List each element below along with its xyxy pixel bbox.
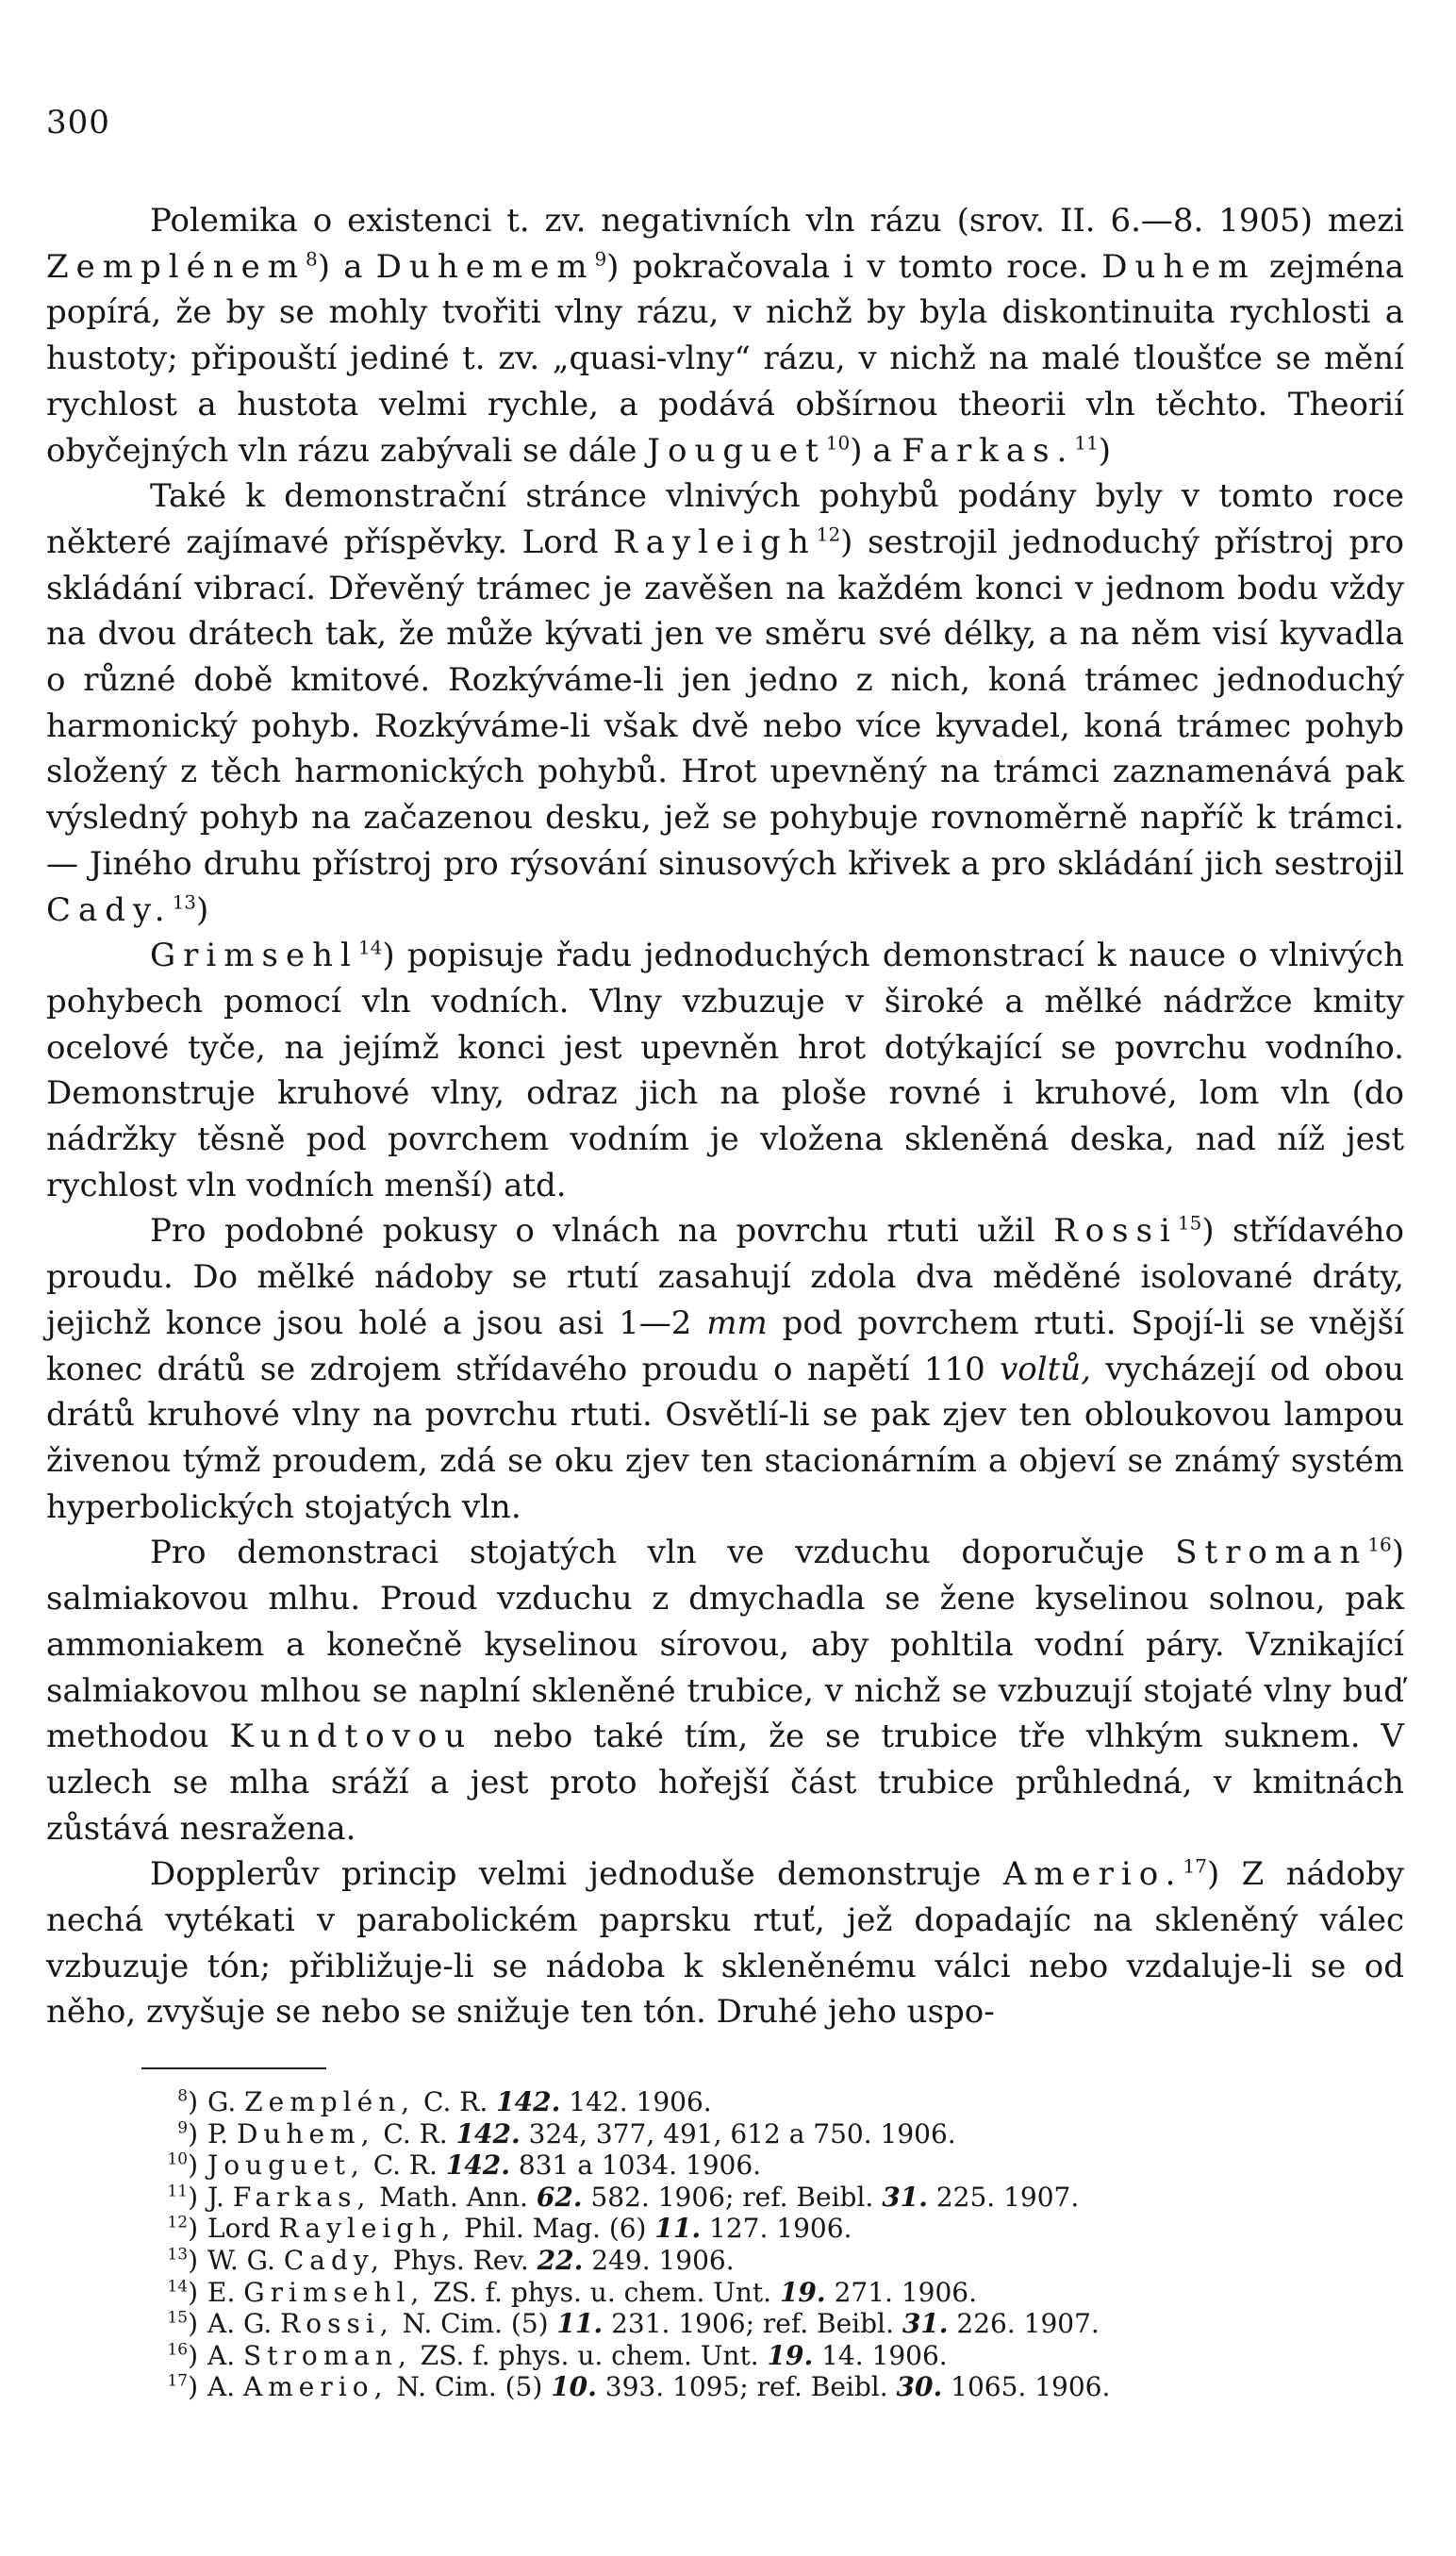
- volume-number: 11.: [556, 2308, 604, 2340]
- footnote-separator: [141, 2067, 326, 2069]
- footnote-number: $^8$): [177, 2086, 198, 2117]
- footnote-ref: 8: [306, 247, 318, 271]
- author-name: Cady,: [283, 2244, 385, 2276]
- text-run: 142. 1906.: [560, 2086, 712, 2117]
- text-run: N. Cim. (5): [393, 2308, 557, 2340]
- volume-number: 19.: [779, 2276, 826, 2308]
- footnote-ref: 11: [1074, 431, 1099, 455]
- text-run: nebo také tím, že se trubice tře vlhkým suknem. V uzlech se mlha sráží a jest proto hořejší část trubice průhledná, v kmitnách zůstává nesražena.: [46, 1718, 1404, 1848]
- text-run: W. G.: [207, 2244, 284, 2276]
- footnote: [141, 2245, 1405, 2277]
- text-run: ): [1098, 431, 1112, 470]
- text-run: Dopplerův princip velmi jednoduše demonstruje: [150, 1855, 1003, 1894]
- volume-number: 62.: [536, 2181, 583, 2213]
- text-run: 393. 1095; ref. Beibl.: [596, 2371, 897, 2403]
- footnote-number: $^{14}$): [167, 2276, 198, 2308]
- text-run: C. R.: [364, 2149, 446, 2182]
- footnote-ref: 13: [172, 890, 197, 914]
- author-name: Kundtovou: [229, 1718, 473, 1756]
- footnote-marker: 9: [177, 2118, 189, 2138]
- author-name: Stroman,: [243, 2339, 412, 2371]
- footnote: [141, 2308, 1405, 2340]
- text-run: E.: [207, 2276, 244, 2308]
- footnote-marker: 11: [167, 2182, 189, 2201]
- author-name: Grimsehl,: [243, 2276, 425, 2308]
- footnote-number: $^{10}$): [167, 2149, 198, 2182]
- text-run: 231. 1906; ref. Beibl.: [603, 2308, 902, 2340]
- body-text: [46, 198, 1404, 2035]
- footnote: [141, 2213, 1405, 2245]
- text-run: 14. 1906.: [813, 2339, 948, 2371]
- text-run: A.: [207, 2339, 244, 2371]
- volume-number: 10.: [551, 2371, 597, 2403]
- text-run: G.: [207, 2086, 245, 2117]
- footnote-marker: 10: [167, 2149, 189, 2169]
- volume-number: 30.: [896, 2371, 943, 2403]
- text-run: ) salmiakovou mlhu. Proud vzduchu z dmychadla se žene kyselinou solnou, pak ammoniakem a konečně kyselinou sírovou, aby pohltila vodní páry. Vznikající salmiakovou mlhou se naplní skleněné trubice, v nichž se vzbuzují stojaté vlny buď methodou: [46, 1534, 1404, 1756]
- footnote-ref: 10: [825, 431, 851, 455]
- footnote: [141, 2182, 1405, 2214]
- volume-number: 31.: [882, 2181, 928, 2213]
- footnote-number: $^{11}$): [167, 2181, 198, 2213]
- paragraph: [46, 933, 1404, 1208]
- text-run: A.: [207, 2371, 244, 2403]
- text-run: C. R.: [374, 2117, 456, 2149]
- author-name: Stroman: [1175, 1534, 1368, 1572]
- footnote-marker: 17: [167, 2372, 189, 2392]
- author-name: Rossi,: [280, 2308, 394, 2340]
- text-run: zejména popírá, že by se mohly tvořiti vlny rázu, v nichž by byla diskontinuita rychlosti a hustoty; připouští jediné t. zv. „quasi-vlny“ rázu, v nichž na malé tloušťce se mění rychlost a hustota velmi rychle, a podává obšírnou theorii vln těchto. Theorií obyčejných vln rázu zabývali se dále: [46, 247, 1405, 470]
- text-run: 127. 1906.: [701, 2213, 852, 2245]
- text-run: A. G.: [207, 2308, 281, 2340]
- footnote-ref: 15: [1177, 1212, 1202, 1236]
- volume-number: 142.: [496, 2086, 561, 2117]
- footnote-ref: 14: [357, 936, 383, 959]
- footnote-ref: 17: [1183, 1854, 1207, 1878]
- footnote: [141, 2118, 1405, 2150]
- italic-text: voltů,: [1000, 1350, 1091, 1388]
- text-run: ): [196, 890, 209, 929]
- footnote: [141, 2086, 1405, 2118]
- italic-text: mm: [706, 1303, 768, 1342]
- text-run: ) Z nádoby nechá vytékati v parabolickém paprsku rtuť, jež dopadajíc na skleněný válec vzbuzuje tón; přibližuje-li se nádoba k skleněnému válci nebo vzdaluje-li se od něho, zvyšuje se nebo se snižuje ten tón. Druhé jeho uspo-: [46, 1855, 1404, 2032]
- author-name: Duhem: [1101, 247, 1256, 286]
- text-run: ) sestrojil jednoduchý přístroj pro skládání vibrací. Dřevěný trámec je zavěšen na každém konci v jednom bodu vždy na dvou drátech tak, že může kývati jen ve směru své délky, a na něm visí kyvadla o různé době kmitové. Rozkýváme-li jen jedno z nich, koná trámec jednoduchý harmonický pohyb. Rozkýváme-li však dvě nebo více kyvadel, koná trámec pohyb složený z těch harmonických pohybů. Hrot upevněný na trámci zaznamenává pak výsledný pohyb na začazenou desku, jež se pohybuje rovnoměrně napříč k trámci. — Jiného druhu přístroj pro rýsování sinusových křivek a pro skládání jich sestrojil: [46, 523, 1404, 883]
- page-number: 300: [46, 104, 110, 141]
- volume-number: 142.: [445, 2149, 511, 2182]
- author-name: Farkas,: [232, 2181, 372, 2213]
- footnote-number: $^{12}$): [167, 2213, 198, 2245]
- text-run: Pro podobné pokusy o vlnách na povrchu rtuti užil: [150, 1212, 1054, 1251]
- text-run: N. Cim. (5): [388, 2371, 552, 2403]
- footnote-marker: 12: [167, 2214, 189, 2233]
- author-name: Jouguet: [647, 431, 826, 470]
- text-run: 582. 1906; ref. Beibl.: [582, 2181, 883, 2213]
- footnote-number: $^{15}$): [167, 2308, 198, 2340]
- paragraph: [46, 1530, 1404, 1851]
- author-name: Grimsehl: [150, 937, 358, 975]
- paragraph: [46, 198, 1404, 473]
- volume-number: 19.: [767, 2339, 814, 2371]
- text-run: C. R.: [415, 2086, 497, 2117]
- author-name: Amerio,: [243, 2371, 389, 2403]
- footnote-number: $^{13}$): [167, 2244, 198, 2276]
- volume-number: 142.: [455, 2117, 521, 2149]
- footnote-marker: 15: [167, 2308, 189, 2328]
- footnote-number: $^9$): [177, 2117, 198, 2149]
- volume-number: 22.: [537, 2244, 584, 2276]
- footnote-marker: 14: [167, 2277, 189, 2297]
- footnote-ref: 16: [1367, 1534, 1392, 1557]
- author-name: Amerio.: [1002, 1855, 1183, 1894]
- text-run: J.: [207, 2181, 233, 2213]
- text-run: ZS. f. phys. u. chem. Unt.: [424, 2276, 780, 2308]
- volume-number: 31.: [902, 2308, 949, 2340]
- text-run: Pro demonstraci stojatých vln ve vzduchu doporučuje: [150, 1534, 1176, 1572]
- author-name: Duhemem: [375, 247, 595, 286]
- text-run: 225. 1907.: [927, 2181, 1080, 2213]
- text-run: Math. Ann.: [371, 2181, 537, 2213]
- text-run: Phil. Mag. (6): [455, 2213, 655, 2245]
- author-name: Farkas.: [902, 431, 1075, 470]
- footnote-marker: 16: [167, 2340, 189, 2360]
- footnote-number: $^{16}$): [167, 2339, 198, 2371]
- author-name: Rossi: [1053, 1212, 1178, 1251]
- paragraph: [46, 473, 1404, 933]
- text-run: Také k demonstrační stránce vlnivých pohybů podány byly v tomto roce některé zajímavé příspěvky. Lord: [46, 477, 1404, 561]
- footnote-marker: 8: [177, 2086, 189, 2106]
- author-name: Rayleigh: [613, 523, 817, 561]
- footnotes: [141, 2086, 1405, 2403]
- footnote-number: $^{17}$): [167, 2371, 198, 2403]
- author-name: Rayleigh,: [278, 2213, 456, 2245]
- footnote: [141, 2149, 1405, 2182]
- paragraph: [46, 1208, 1404, 1530]
- text-run: ) a: [317, 247, 376, 286]
- footnote: [141, 2371, 1405, 2403]
- footnote-ref: 12: [816, 523, 841, 546]
- author-name: Cady.: [46, 890, 173, 929]
- footnote-ref: 9: [594, 247, 607, 271]
- footnote: [141, 2340, 1405, 2372]
- text-run: Lord: [207, 2213, 279, 2245]
- author-name: Zemplén,: [244, 2086, 416, 2117]
- paragraph: [46, 1851, 1404, 2035]
- text-run: vycházejí od obou drátů kruhové vlny na povrchu rtuti. Osvětlí-li se pak zjev ten obloukovou lampou živenou týmž proudem, zdá se oku zjev ten stacionárním a objeví se známý systém hyperbolických stojatých vln.: [46, 1350, 1404, 1526]
- text-run: ) a: [850, 431, 902, 470]
- author-name: Duhem,: [236, 2117, 375, 2149]
- footnote: [141, 2277, 1405, 2309]
- author-name: Zemplénem: [46, 247, 306, 286]
- text-run: ZS. f. phys. u. chem. Unt.: [411, 2339, 768, 2371]
- text-run: 324, 377, 491, 612 a 750. 1906.: [520, 2117, 956, 2149]
- text-run: pod povrchem rtuti. Spojí-li se vnější konec drátů se zdrojem střídavého proudu o napětí 110: [46, 1303, 1404, 1388]
- author-name: Jouguet,: [207, 2149, 365, 2182]
- text-run: 249. 1906.: [583, 2244, 735, 2276]
- text-run: 831 a 1034. 1906.: [510, 2149, 762, 2182]
- text-run: Phys. Rev.: [384, 2244, 538, 2276]
- text-run: Polemika o existenci t. zv. negativních vln rázu (srov. II. 6.—8. 1905) mezi: [150, 202, 1404, 240]
- text-run: ) popisuje řadu jednoduchých demonstrací k nauce o vlnivých pohybech pomocí vln vodních. Vlny vzbuzuje v široké a mělké nádržce kmity ocelové tyče, na jejímž konci jest upevněn hrot dotýkající se povrchu vodního. Demonstruje kruhové vlny, odraz jich na ploše rovné i kruhové, lom vln (do nádržky těsně pod povrchem vodním je vložena skleněná deska, nad níž jest rychlost vln vodních menší) atd.: [46, 937, 1404, 1204]
- text-run: ) pokračovala i v tomto roce.: [606, 247, 1102, 286]
- text-run: 271. 1906.: [825, 2276, 977, 2308]
- footnote-marker: 13: [167, 2245, 189, 2265]
- text-run: P.: [207, 2117, 237, 2149]
- text-run: 226. 1907.: [948, 2308, 1100, 2340]
- volume-number: 11.: [654, 2213, 702, 2245]
- text-run: ) střídavého proudu. Do mělké nádoby se rtutí zasahují zdola dva měděné isolované dráty, jejichž konce jsou holé a jsou asi 1—2: [46, 1212, 1405, 1342]
- text-run: 1065. 1906.: [942, 2371, 1111, 2403]
